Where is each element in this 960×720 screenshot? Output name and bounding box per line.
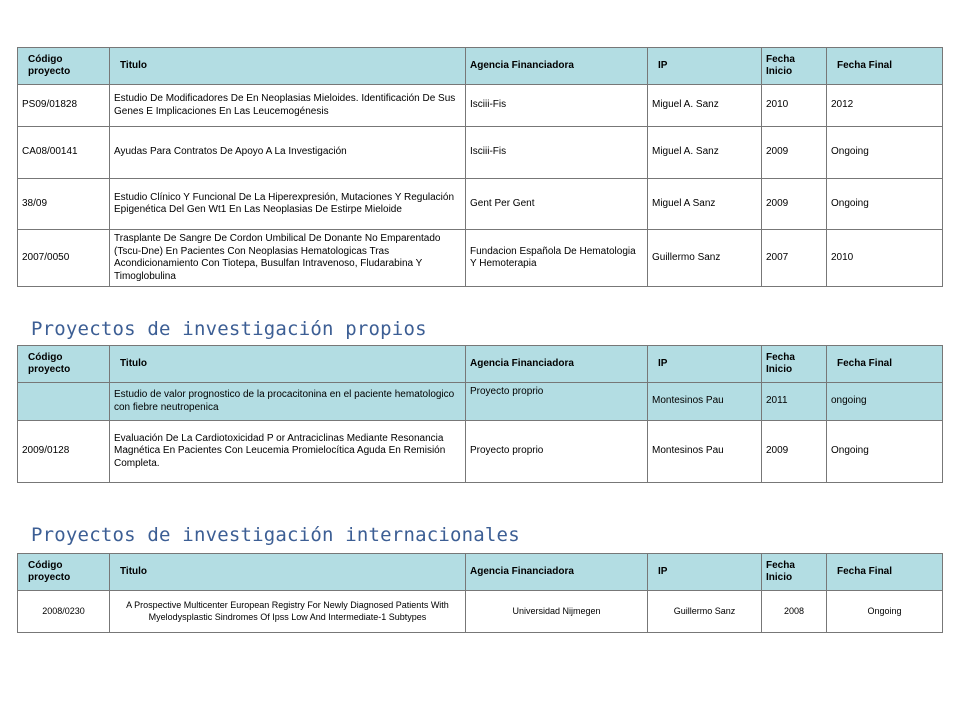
header-agencia: Agencia Financiadora (466, 346, 648, 383)
cell-codigo: CA08/00141 (18, 127, 110, 179)
cell-titulo: Estudio Clínico Y Funcional De La Hiperexpresión, Mutaciones Y Regulación Epigenética Del Gen Wt1 En Las Neoplasias De Estirpe Mieloide (110, 179, 466, 230)
cell-ip: Montesinos Pau (648, 383, 762, 421)
cell-ip: Miguel A Sanz (648, 179, 762, 230)
header-titulo: Titulo (110, 346, 466, 383)
cell-fecha-inicio: 2007 (762, 230, 827, 287)
cell-codigo: PS09/01828 (18, 85, 110, 127)
projects-table-1 (17, 47, 943, 287)
cell-ip: Guillermo Sanz (648, 230, 762, 287)
cell-ip: Miguel A. Sanz (648, 127, 762, 179)
section-title-propios: Proyectos de investigación propios (31, 318, 427, 340)
cell-agencia: Proyecto proprio (466, 383, 648, 421)
section-title-internacionales: Proyectos de investigación internacionales (31, 524, 520, 546)
cell-titulo: Estudio De Modificadores De En Neoplasias Mieloides. Identificación De Sus Genes E Implicaciones En Las Leucemogénesis (110, 85, 466, 127)
cell-fecha-inicio: 2011 (762, 383, 827, 421)
table-header-row (18, 554, 943, 591)
cell-titulo: Evaluación De La Cardiotoxicidad P or Antraciclinas Mediante Resonancia Magnética En Pacientes Con Leucemia Promielocítica Aguda En Remisión Completa. (110, 421, 466, 483)
header-fecha-inicio: Fecha Inicio (762, 554, 827, 591)
header-agencia: Agencia Financiadora (466, 554, 648, 591)
table-row (18, 230, 943, 287)
header-fecha-final: Fecha Final (827, 48, 943, 85)
cell-fecha-inicio: 2009 (762, 421, 827, 483)
table-row (18, 85, 943, 127)
table-row (18, 383, 943, 421)
header-titulo: Titulo (110, 554, 466, 591)
header-fecha-inicio: Fecha Inicio (762, 48, 827, 85)
cell-fecha-final: ongoing (827, 383, 943, 421)
cell-codigo (18, 383, 110, 421)
cell-titulo: Trasplante De Sangre De Cordon Umbilical De Donante No Emparentado (Tscu-Dne) En Pacientes Con Neoplasias Hematologicas Tras Acondicionamiento Con Tiotepa, Busulfan Intravenoso, Fludarabina Y Timoglobulina (110, 230, 466, 287)
cell-fecha-final: Ongoing (827, 591, 943, 633)
cell-fecha-inicio: 2010 (762, 85, 827, 127)
cell-ip: Montesinos Pau (648, 421, 762, 483)
table-row (18, 127, 943, 179)
cell-titulo: Ayudas Para Contratos De Apoyo A La Investigación (110, 127, 466, 179)
header-ip: IP (648, 48, 762, 85)
header-fecha-final: Fecha Final (827, 554, 943, 591)
header-fecha-final: Fecha Final (827, 346, 943, 383)
table-row (18, 179, 943, 230)
header-ip: IP (648, 554, 762, 591)
table-header-row (18, 48, 943, 85)
projects-table-internacionales (17, 553, 943, 633)
cell-agencia: Proyecto proprio (466, 421, 648, 483)
cell-agencia: Universidad Nijmegen (466, 591, 648, 633)
header-titulo: Titulo (110, 48, 466, 85)
cell-ip: Guillermo Sanz (648, 591, 762, 633)
cell-fecha-final: Ongoing (827, 127, 943, 179)
cell-agencia: Gent Per Gent (466, 179, 648, 230)
cell-fecha-final: 2012 (827, 85, 943, 127)
header-agencia: Agencia Financiadora (466, 48, 648, 85)
header-codigo: Código proyecto (18, 48, 110, 85)
cell-codigo: 2008/0230 (18, 591, 110, 633)
cell-codigo: 2007/0050 (18, 230, 110, 287)
header-fecha-inicio: Fecha Inicio (762, 346, 827, 383)
cell-agencia: Fundacion Española De Hematologia Y Hemoterapia (466, 230, 648, 287)
cell-agencia: Isciii-Fis (466, 127, 648, 179)
cell-fecha-inicio: 2008 (762, 591, 827, 633)
header-ip: IP (648, 346, 762, 383)
cell-codigo: 38/09 (18, 179, 110, 230)
cell-agencia: Isciii-Fis (466, 85, 648, 127)
table-row (18, 421, 943, 483)
table-row (18, 591, 943, 633)
cell-codigo: 2009/0128 (18, 421, 110, 483)
projects-table-propios (17, 345, 943, 483)
cell-fecha-final: 2010 (827, 230, 943, 287)
cell-fecha-final: Ongoing (827, 179, 943, 230)
cell-titulo: A Prospective Multicenter European Registry For Newly Diagnosed Patients With Myelodysplastic Sindromes Of Ipss Low And Intermediate-1 Subtypes (110, 591, 466, 633)
cell-titulo: Estudio de valor prognostico de la procacitonina en el paciente hematologico con fiebre neutropenica (110, 383, 466, 421)
cell-ip: Miguel A. Sanz (648, 85, 762, 127)
header-codigo: Código proyecto (18, 346, 110, 383)
table-header-row (18, 346, 943, 383)
cell-fecha-inicio: 2009 (762, 127, 827, 179)
header-codigo: Código proyecto (18, 554, 110, 591)
cell-fecha-inicio: 2009 (762, 179, 827, 230)
cell-fecha-final: Ongoing (827, 421, 943, 483)
